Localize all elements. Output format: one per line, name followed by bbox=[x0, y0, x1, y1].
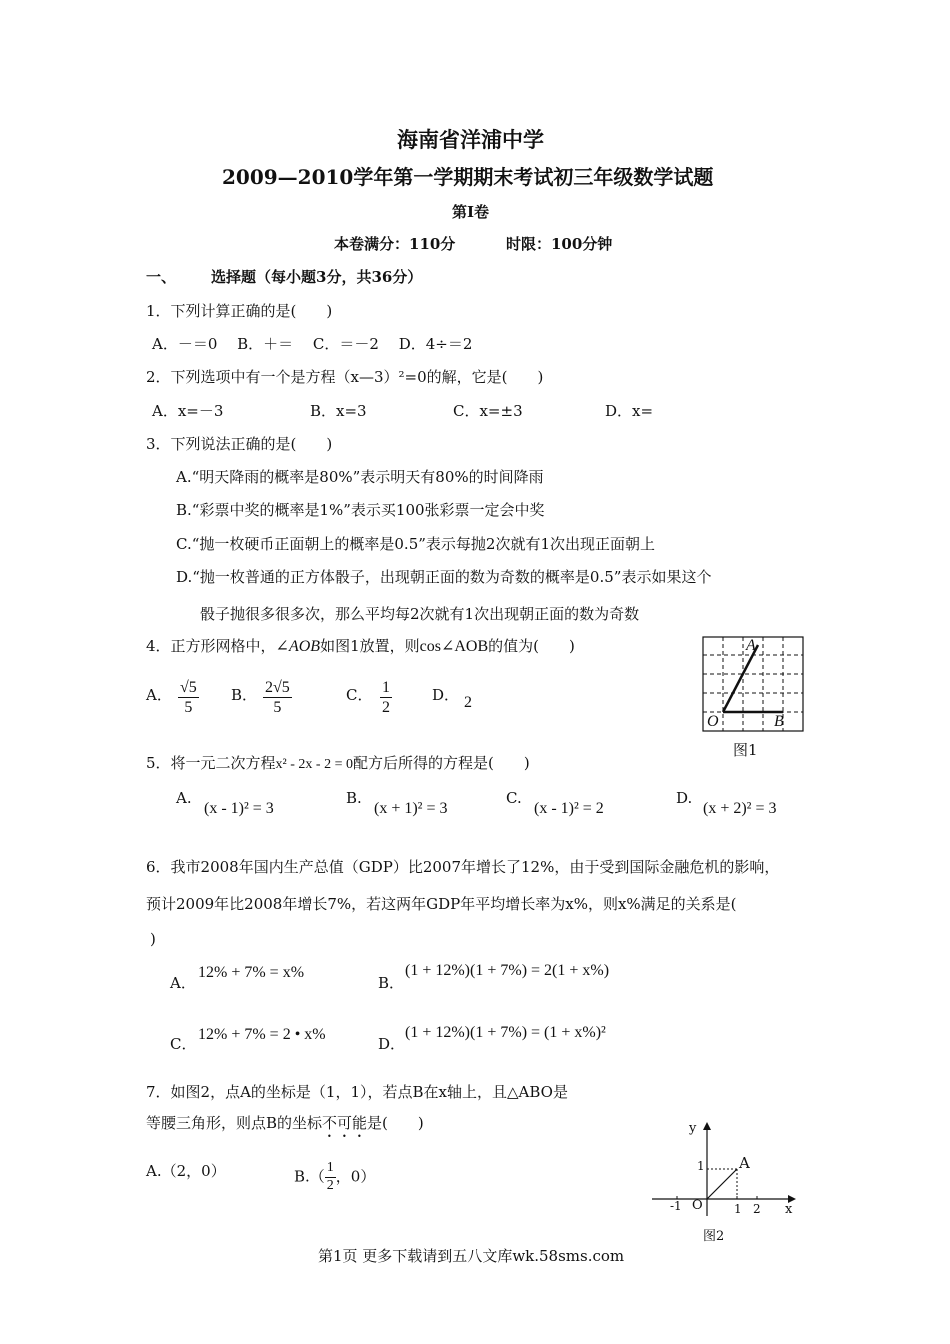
q3-option-b: B.“彩票中奖的概率是1%”表示买100张彩票一定会中奖 bbox=[176, 501, 545, 519]
q4-option-a-label: A． bbox=[146, 686, 172, 704]
q4-stem-suffix: 的值为( ) bbox=[488, 637, 575, 655]
q2-stem: 2．下列选项中有一个是方程（x—3）²=0的解，它是( ) bbox=[146, 368, 544, 386]
q4-option-c-num: 1 bbox=[380, 678, 392, 698]
q4-option-b-den: 5 bbox=[273, 699, 282, 717]
figure-2-label-x: x bbox=[785, 1202, 793, 1217]
figure-2-tick-1y: 1 bbox=[697, 1159, 705, 1173]
q7-line2 bbox=[146, 1112, 424, 1141]
q5-option-b-label: B. bbox=[346, 789, 362, 807]
figure-1-label-o: O bbox=[707, 713, 719, 730]
q4-stem-prefix: 4．正方形网格中， bbox=[146, 637, 276, 655]
q4-angle: ∠AOB bbox=[275, 638, 321, 655]
figure-2-label-y: y bbox=[689, 1121, 697, 1136]
q7-option-b-suffix: ，0） bbox=[335, 1167, 376, 1186]
q4-option-b-num: 2√5 bbox=[263, 678, 292, 698]
figure-1-label-a: A bbox=[746, 637, 756, 654]
q3-option-d-line1: D.“抛一枚普通的正方体骰子，出现朝正面的数为奇数的概率是0.5”表示如果这个 bbox=[176, 568, 712, 586]
q6-option-c-expr: 12% + 7% = 2 • x% bbox=[198, 1026, 326, 1043]
q4-option-a-den: 5 bbox=[184, 699, 193, 717]
q4-option-a-frac bbox=[178, 678, 199, 717]
q2-option-a: A．x=－3 bbox=[152, 402, 224, 420]
figure-2-tick-1x: 1 bbox=[734, 1202, 742, 1216]
q5-option-d-label: D. bbox=[676, 789, 693, 807]
q3-option-a: A.“明天降雨的概率是80%”表示明天有80%的时间降雨 bbox=[176, 468, 544, 486]
q6-line3: ) bbox=[150, 930, 156, 948]
q2-option-b: B．x=3 bbox=[310, 402, 367, 420]
q3-stem: 3．下列说法正确的是( ) bbox=[146, 435, 333, 453]
q4-cos-expr: cos∠AOB bbox=[419, 638, 489, 655]
q5-option-c-label: C. bbox=[506, 789, 522, 807]
q5-option-c-expr: (x - 1)² = 2 bbox=[534, 800, 604, 817]
q5-stem bbox=[146, 752, 530, 773]
q6-option-b-label: B． bbox=[378, 974, 405, 992]
q4-option-b-label: B． bbox=[231, 686, 258, 704]
figure-1-label-b: B bbox=[774, 713, 784, 730]
q6-option-a-expr: 12% + 7% = x% bbox=[198, 964, 305, 981]
q7-line2-suffix: 是( ) bbox=[367, 1114, 424, 1132]
school-name: 海南省洋浦中学 bbox=[397, 127, 544, 152]
section-title: 选择题（每小题3分，共36分） bbox=[211, 268, 423, 286]
q6-option-d-expr: (1 + 12%)(1 + 7%) = (1 + x%)² bbox=[405, 1024, 606, 1041]
q1-options: A．－＝0 B．＋＝ C．＝－2 D．4÷＝2 bbox=[152, 335, 473, 353]
time-info: 时限：100分钟 bbox=[506, 235, 613, 253]
q7-option-b-label: B.（ bbox=[294, 1167, 325, 1186]
q7-option-b-num: 1 bbox=[325, 1160, 336, 1178]
exam-title: 2009—2010学年第一学期期末考试初三年级数学试题 bbox=[222, 165, 714, 189]
q6-option-a-label: A． bbox=[170, 974, 196, 992]
q5-option-a-label: A. bbox=[176, 789, 192, 807]
q7-option-b bbox=[294, 1160, 375, 1195]
volume-label: 第Ⅰ卷 bbox=[452, 203, 490, 221]
q5-stem-suffix: 配方后所得的方程是( ) bbox=[352, 754, 530, 772]
page-footer: 第1页 更多下载请到五八文库wk.58sms.com bbox=[318, 1247, 625, 1265]
figure-2-label-a: A bbox=[739, 1154, 750, 1172]
q5-option-a-expr: (x - 1)² = 3 bbox=[204, 800, 274, 817]
figure-2-segment-oa bbox=[707, 1169, 737, 1199]
figure-2-tick-neg1: -1 bbox=[670, 1199, 682, 1213]
q5-option-b-expr: (x + 1)² = 3 bbox=[374, 800, 448, 817]
q5-option-d-expr: (x + 2)² = 3 bbox=[703, 800, 777, 817]
q7-line2-dotted: 不可能 bbox=[322, 1114, 368, 1132]
q2-option-d: D．x= bbox=[605, 402, 654, 420]
q6-option-b-expr: (1 + 12%)(1 + 7%) = 2(1 + x%) bbox=[405, 962, 610, 979]
q4-option-b-frac bbox=[263, 678, 292, 717]
q4-option-d-label: D． bbox=[432, 686, 460, 704]
q7-option-b-den: 2 bbox=[326, 1177, 334, 1193]
figure-2-label-o: O bbox=[692, 1198, 703, 1213]
q4-option-c-frac bbox=[380, 678, 392, 717]
q4-option-c-label: C． bbox=[346, 686, 373, 704]
q7-line1: 7．如图2，点A的坐标是（1，1），若点B在x轴上，且△ABO是 bbox=[146, 1083, 568, 1101]
score-info: 本卷满分：110分 bbox=[334, 235, 456, 253]
q6-option-c-label: C． bbox=[170, 1035, 197, 1053]
figure-2-tick-2x: 2 bbox=[753, 1202, 761, 1216]
q7-line2-prefix: 等腰三角形，则点B的坐标 bbox=[146, 1114, 323, 1132]
q4-option-d-value: 2 bbox=[464, 694, 472, 711]
q2-option-c: C．x=±3 bbox=[453, 402, 523, 420]
q3-option-d-line2: 骰子抛很多很多次，那么平均每2次就有1次出现朝正面的数为奇数 bbox=[200, 605, 640, 623]
q5-equation: x² - 2x - 2 = 0 bbox=[275, 757, 353, 772]
q4-option-c-den: 2 bbox=[382, 699, 390, 717]
q4-stem-mid: 如图1放置，则 bbox=[320, 637, 420, 655]
q6-option-d-label: D． bbox=[378, 1035, 406, 1053]
q1-stem: 1．下列计算正确的是( ) bbox=[146, 302, 333, 320]
figure-2-caption: 图2 bbox=[703, 1229, 725, 1244]
q4-option-a-num: √5 bbox=[178, 678, 199, 698]
q7-option-a: A.（2，0） bbox=[146, 1162, 226, 1180]
q3-option-c: C.“抛一枚硬币正面朝上的概率是0.5”表示每抛2次就有1次出现正面朝上 bbox=[176, 535, 655, 553]
q6-line2: 预计2009年比2008年增长7%，若这两年GDP年平均增长率为x%，则x%满足的关系是( bbox=[146, 895, 737, 913]
figure-1-caption: 图1 bbox=[733, 741, 758, 759]
q5-stem-prefix: 5．将一元二次方程 bbox=[146, 754, 276, 772]
q4-stem bbox=[146, 635, 575, 656]
section-number: 一、 bbox=[146, 268, 177, 286]
q6-line1: 6．我市2008年国内生产总值（GDP）比2007年增长了12%，由于受到国际金融危机的影响， bbox=[146, 858, 780, 876]
